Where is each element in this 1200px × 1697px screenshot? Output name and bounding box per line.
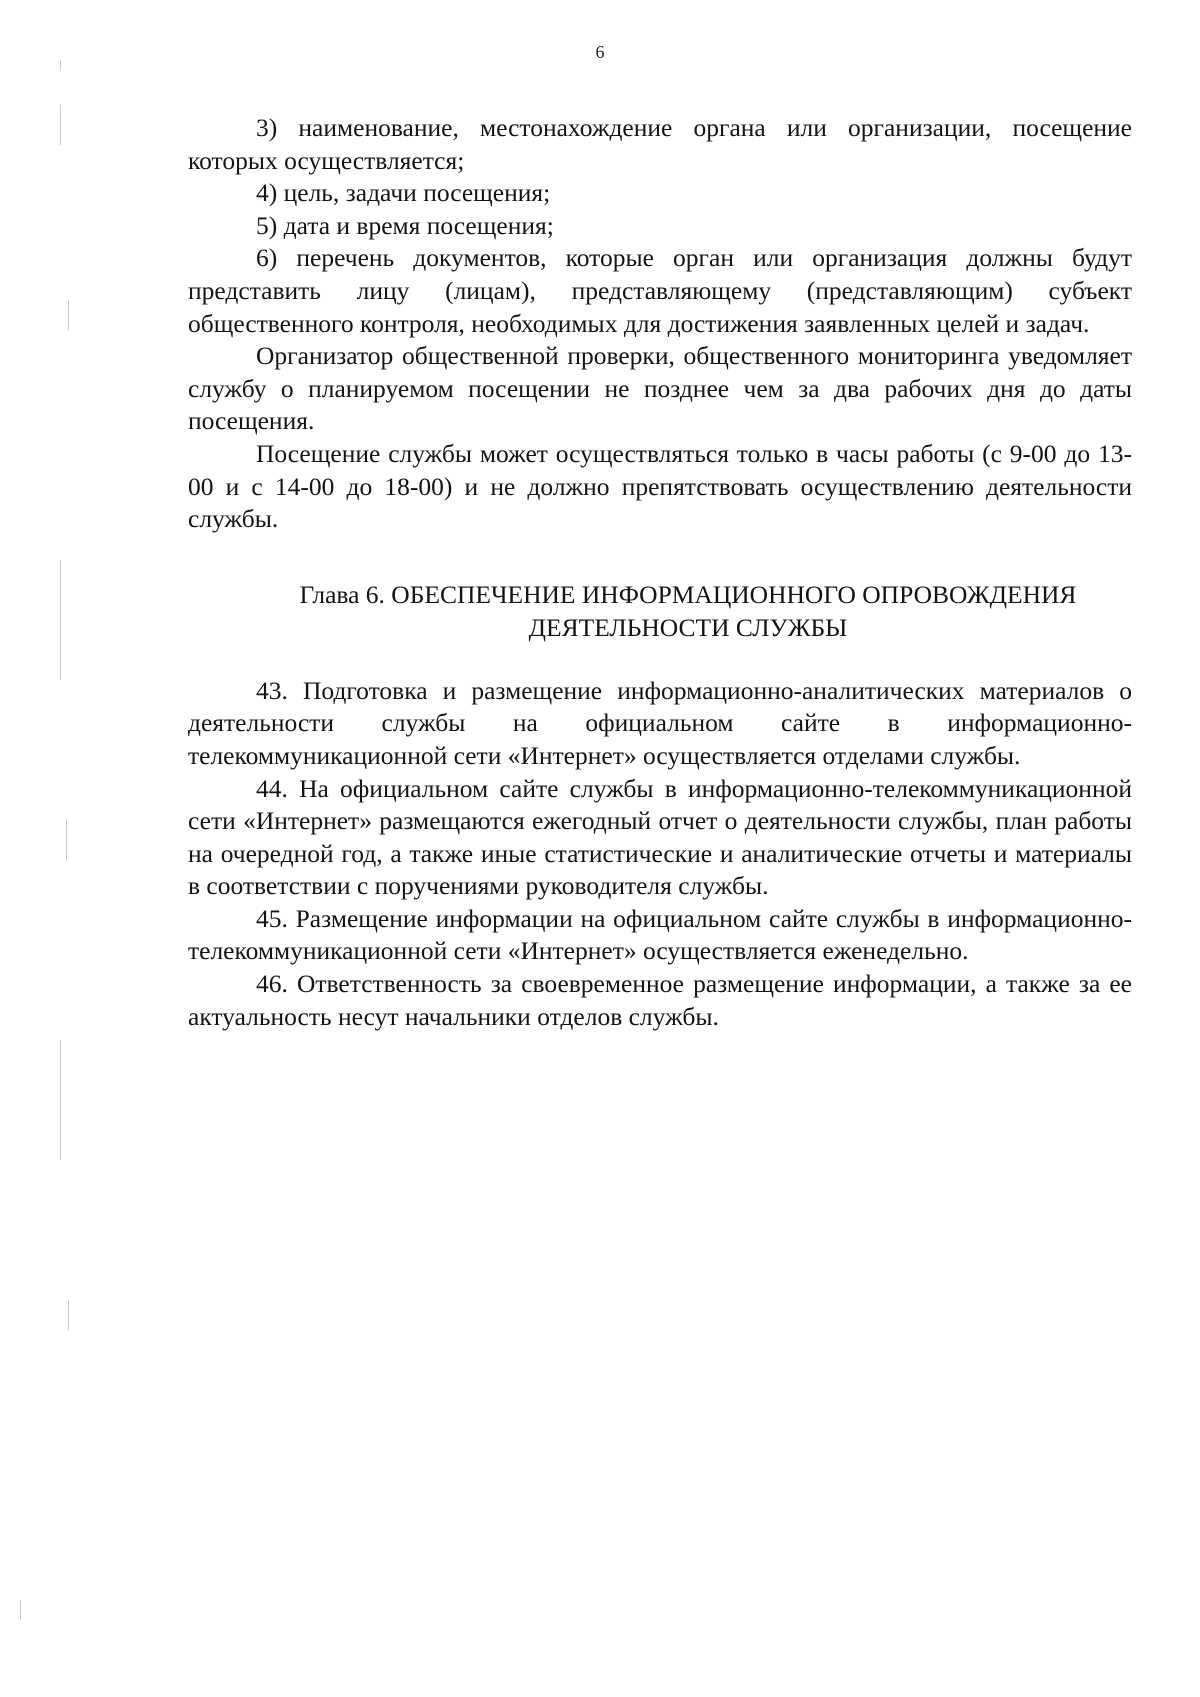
paragraph-45: 45. Размещение информации на официальном сайте службы в информационно-телекоммуникационной сети «Интернет» осуществляется еженедельно. — [188, 903, 1132, 966]
paragraph-item-5: 5) дата и время посещения; — [256, 210, 554, 240]
chapter-heading-line-2: ДЕЯТЕЛЬНОСТИ СЛУЖБЫ — [528, 612, 848, 642]
paragraph-44: 44. На официальном сайте службы в информационно-телекоммуникационной сети «Интернет» размещаются ежегодный отчет о деятельности службы, план работы на очередной год, а также иные статистические и аналитические отчеты и материалы в соответствии с поручениями руководителя службы. — [188, 773, 1132, 901]
paragraph-visit-hours: Посещение службы может осуществляться только в часы работы (с 9-00 до 13-00 и с 14-00 до 18-00) и не должно препятствовать осуществлению деятельности службы. — [188, 438, 1132, 534]
paragraph-46: 46. Ответственность за своевременное размещение информации, а также за ее актуальность несут начальники отделов службы. — [188, 969, 1132, 1031]
chapter-heading-line-1: Глава 6. ОБЕСПЕЧЕНИЕ ИНФОРМАЦИОННОГО ОПРОВОЖДЕНИЯ — [299, 579, 1077, 609]
paragraph-item-6: 6) перечень документов, которые орган или организация должны будут представить лицу (лицам), представляющему (представляющим) субъект общественного контроля, необходимых для достижения заявленных целей и задач. — [188, 243, 1132, 338]
paragraph-notification: Организатор общественной проверки, общественного мониторинга уведомляет службу о планируемом посещении не позднее чем за два рабочих дня до даты посещения. — [188, 341, 1132, 436]
scan-margin-marks — [60, 0, 80, 1697]
paragraph-43: 43. Подготовка и размещение информационно-аналитических материалов о деятельности службы на официальном сайте в информационно-телекоммуникационной сети «Интернет» осуществляется отделами службы. — [188, 675, 1132, 770]
page-number: 6 — [595, 42, 605, 62]
paragraph-item-3: 3) наименование, местонахождение органа или организации, посещение которых осуществляется; — [188, 113, 1132, 175]
document-body — [188, 112, 1132, 1033]
chapter-heading — [188, 578, 1132, 644]
paragraph-item-4: 4) цель, задачи посещения; — [256, 178, 551, 208]
